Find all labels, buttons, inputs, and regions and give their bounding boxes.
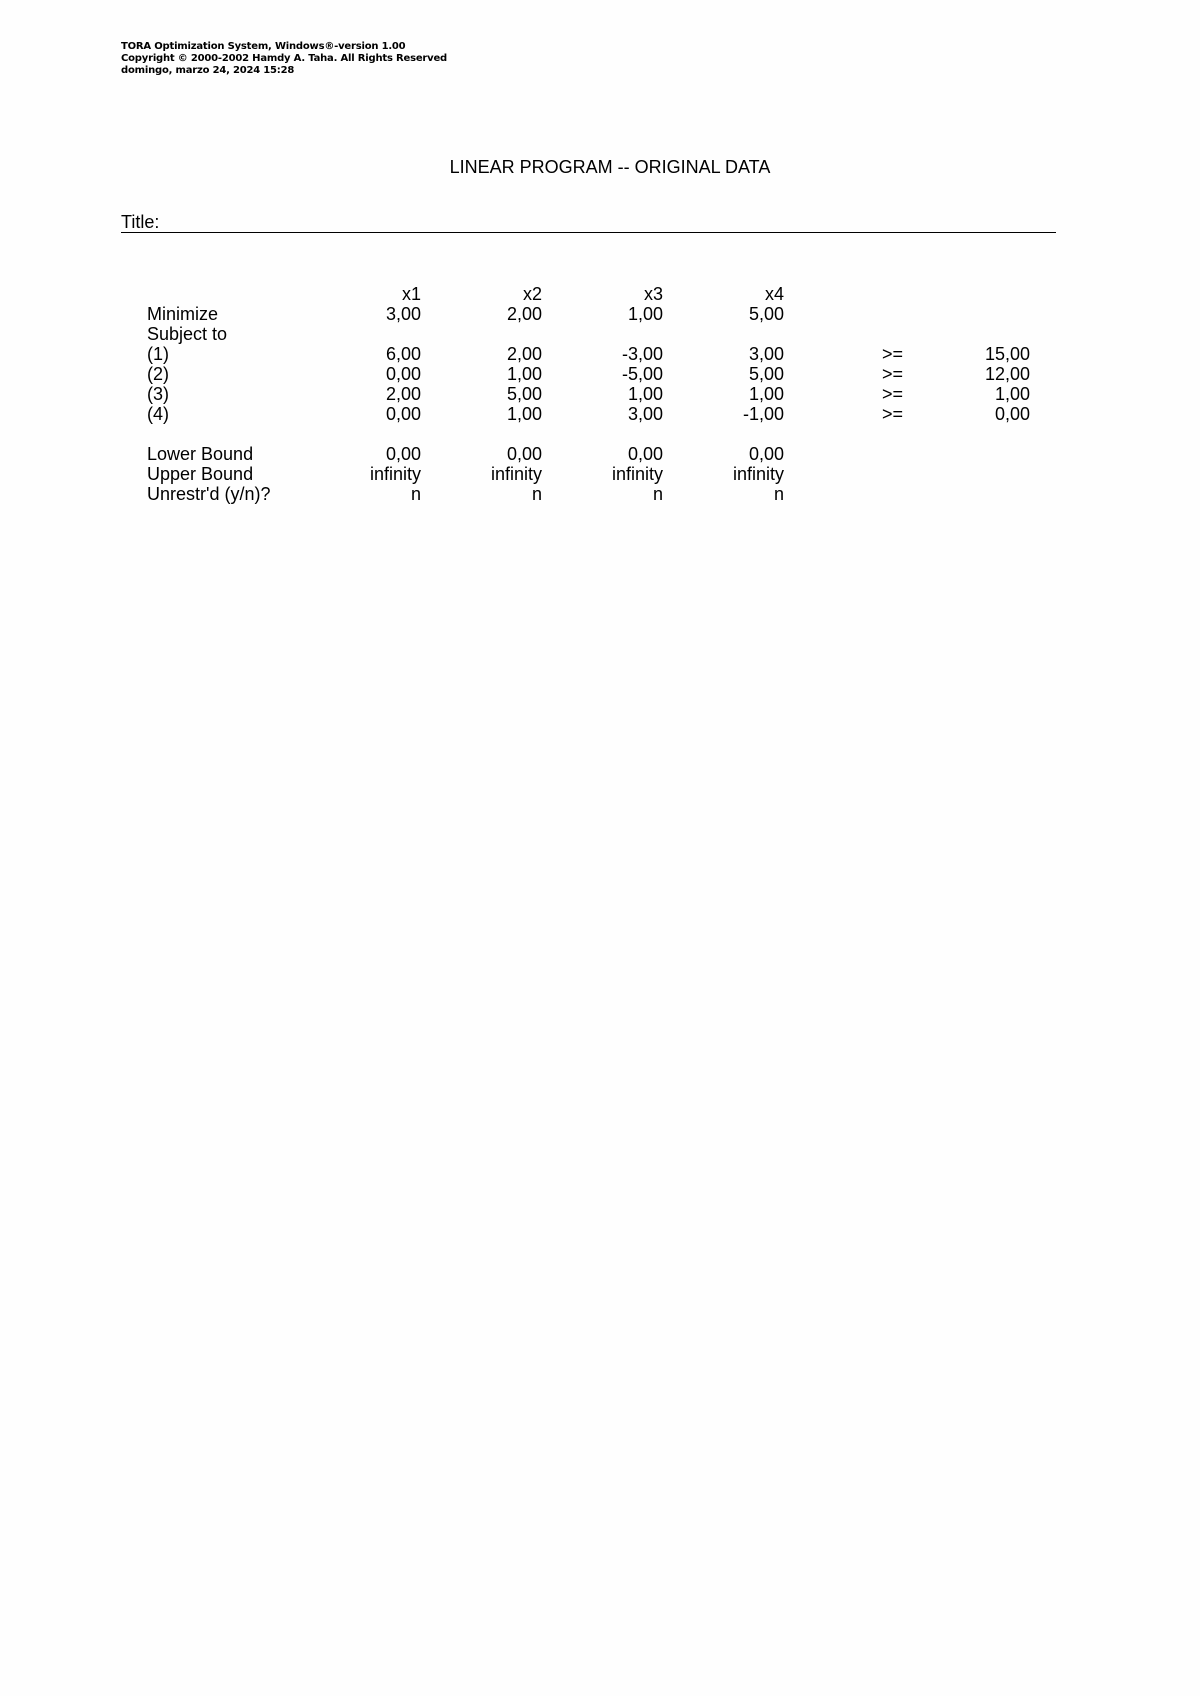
lower-bound-value: 0,00	[748, 444, 784, 464]
constraint-rhs: 0,00	[994, 404, 1030, 424]
constraint-coef: 2,00	[385, 384, 421, 404]
lower-bound-row	[147, 444, 1030, 464]
constraint-coef: 6,00	[385, 344, 421, 364]
constraint-label: (2)	[147, 364, 169, 384]
constraint-coef: 5,00	[748, 364, 784, 384]
constraint-label: (3)	[147, 384, 169, 404]
constraint-coef: -5,00	[621, 364, 663, 384]
objective-coef: 3,00	[385, 304, 421, 324]
constraint-rhs: 15,00	[984, 344, 1030, 364]
subject-to-row	[147, 324, 1030, 344]
upper-bound-label: Upper Bound	[147, 464, 254, 484]
unrestricted-value: n	[652, 484, 663, 504]
constraint-coef: 1,00	[748, 384, 784, 404]
report-title: LINEAR PROGRAM -- ORIGINAL DATA	[449, 157, 771, 177]
lower-bound-label: Lower Bound	[147, 444, 254, 464]
constraint-coef: 3,00	[627, 404, 663, 424]
constraint-coef: 1,00	[506, 404, 542, 424]
constraint-coef: 2,00	[506, 344, 542, 364]
constraint-rhs: 1,00	[994, 384, 1030, 404]
unrestricted-label: Unrestr'd (y/n)?	[147, 484, 271, 504]
constraint-row	[147, 384, 1030, 404]
constraint-coef: 0,00	[385, 404, 421, 424]
constraint-rhs: 12,00	[984, 364, 1030, 384]
program-name-line: TORA Optimization System, Windows®-version 1.00	[121, 41, 406, 52]
var-x1-header: x1	[401, 284, 421, 304]
date-line: domingo, marzo 24, 2024 15:28	[121, 65, 295, 76]
objective-coef: 2,00	[506, 304, 542, 324]
constraint-label: (4)	[147, 404, 169, 424]
constraint-coef: 0,00	[385, 364, 421, 384]
objective-label: Minimize	[147, 304, 219, 324]
var-x4-header: x4	[764, 284, 784, 304]
var-x2-header: x2	[522, 284, 542, 304]
lp-data-table	[147, 284, 1030, 524]
upper-bound-row	[147, 464, 1030, 484]
constraint-row	[147, 364, 1030, 384]
constraint-relation: >=	[882, 364, 904, 384]
spacer-row	[147, 424, 1030, 444]
constraint-coef: 1,00	[506, 364, 542, 384]
constraint-coef: 5,00	[506, 384, 542, 404]
constraint-coef: 1,00	[627, 384, 663, 404]
copyright-line: Copyright © 2000-2002 Hamdy A. Taha. All Rights Reserved	[121, 53, 447, 64]
lower-bound-value: 0,00	[627, 444, 663, 464]
unrestricted-row	[147, 484, 1030, 504]
constraint-label: (1)	[147, 344, 169, 364]
constraint-relation: >=	[882, 384, 904, 404]
variable-header-row	[147, 284, 1030, 304]
upper-bound-value: infinity	[369, 464, 421, 484]
title-field	[121, 212, 1056, 233]
lower-bound-value: 0,00	[506, 444, 542, 464]
upper-bound-value: infinity	[611, 464, 663, 484]
lower-bound-value: 0,00	[385, 444, 421, 464]
upper-bound-value: infinity	[490, 464, 542, 484]
objective-row	[147, 304, 1030, 324]
objective-coef: 1,00	[627, 304, 663, 324]
constraint-coef: -3,00	[621, 344, 663, 364]
objective-coef: 5,00	[748, 304, 784, 324]
constraint-row	[147, 344, 1030, 364]
unrestricted-value: n	[410, 484, 421, 504]
program-header	[121, 41, 447, 77]
constraint-relation: >=	[882, 344, 904, 364]
constraint-relation: >=	[882, 404, 904, 424]
unrestricted-value: n	[531, 484, 542, 504]
constraint-row	[147, 404, 1030, 424]
var-x3-header: x3	[643, 284, 663, 304]
upper-bound-value: infinity	[732, 464, 784, 484]
unrestricted-value: n	[773, 484, 784, 504]
constraint-coef: 3,00	[748, 344, 784, 364]
title-label: Title:	[121, 212, 160, 232]
subject-to-label: Subject to	[147, 324, 228, 344]
constraint-coef: -1,00	[742, 404, 784, 424]
